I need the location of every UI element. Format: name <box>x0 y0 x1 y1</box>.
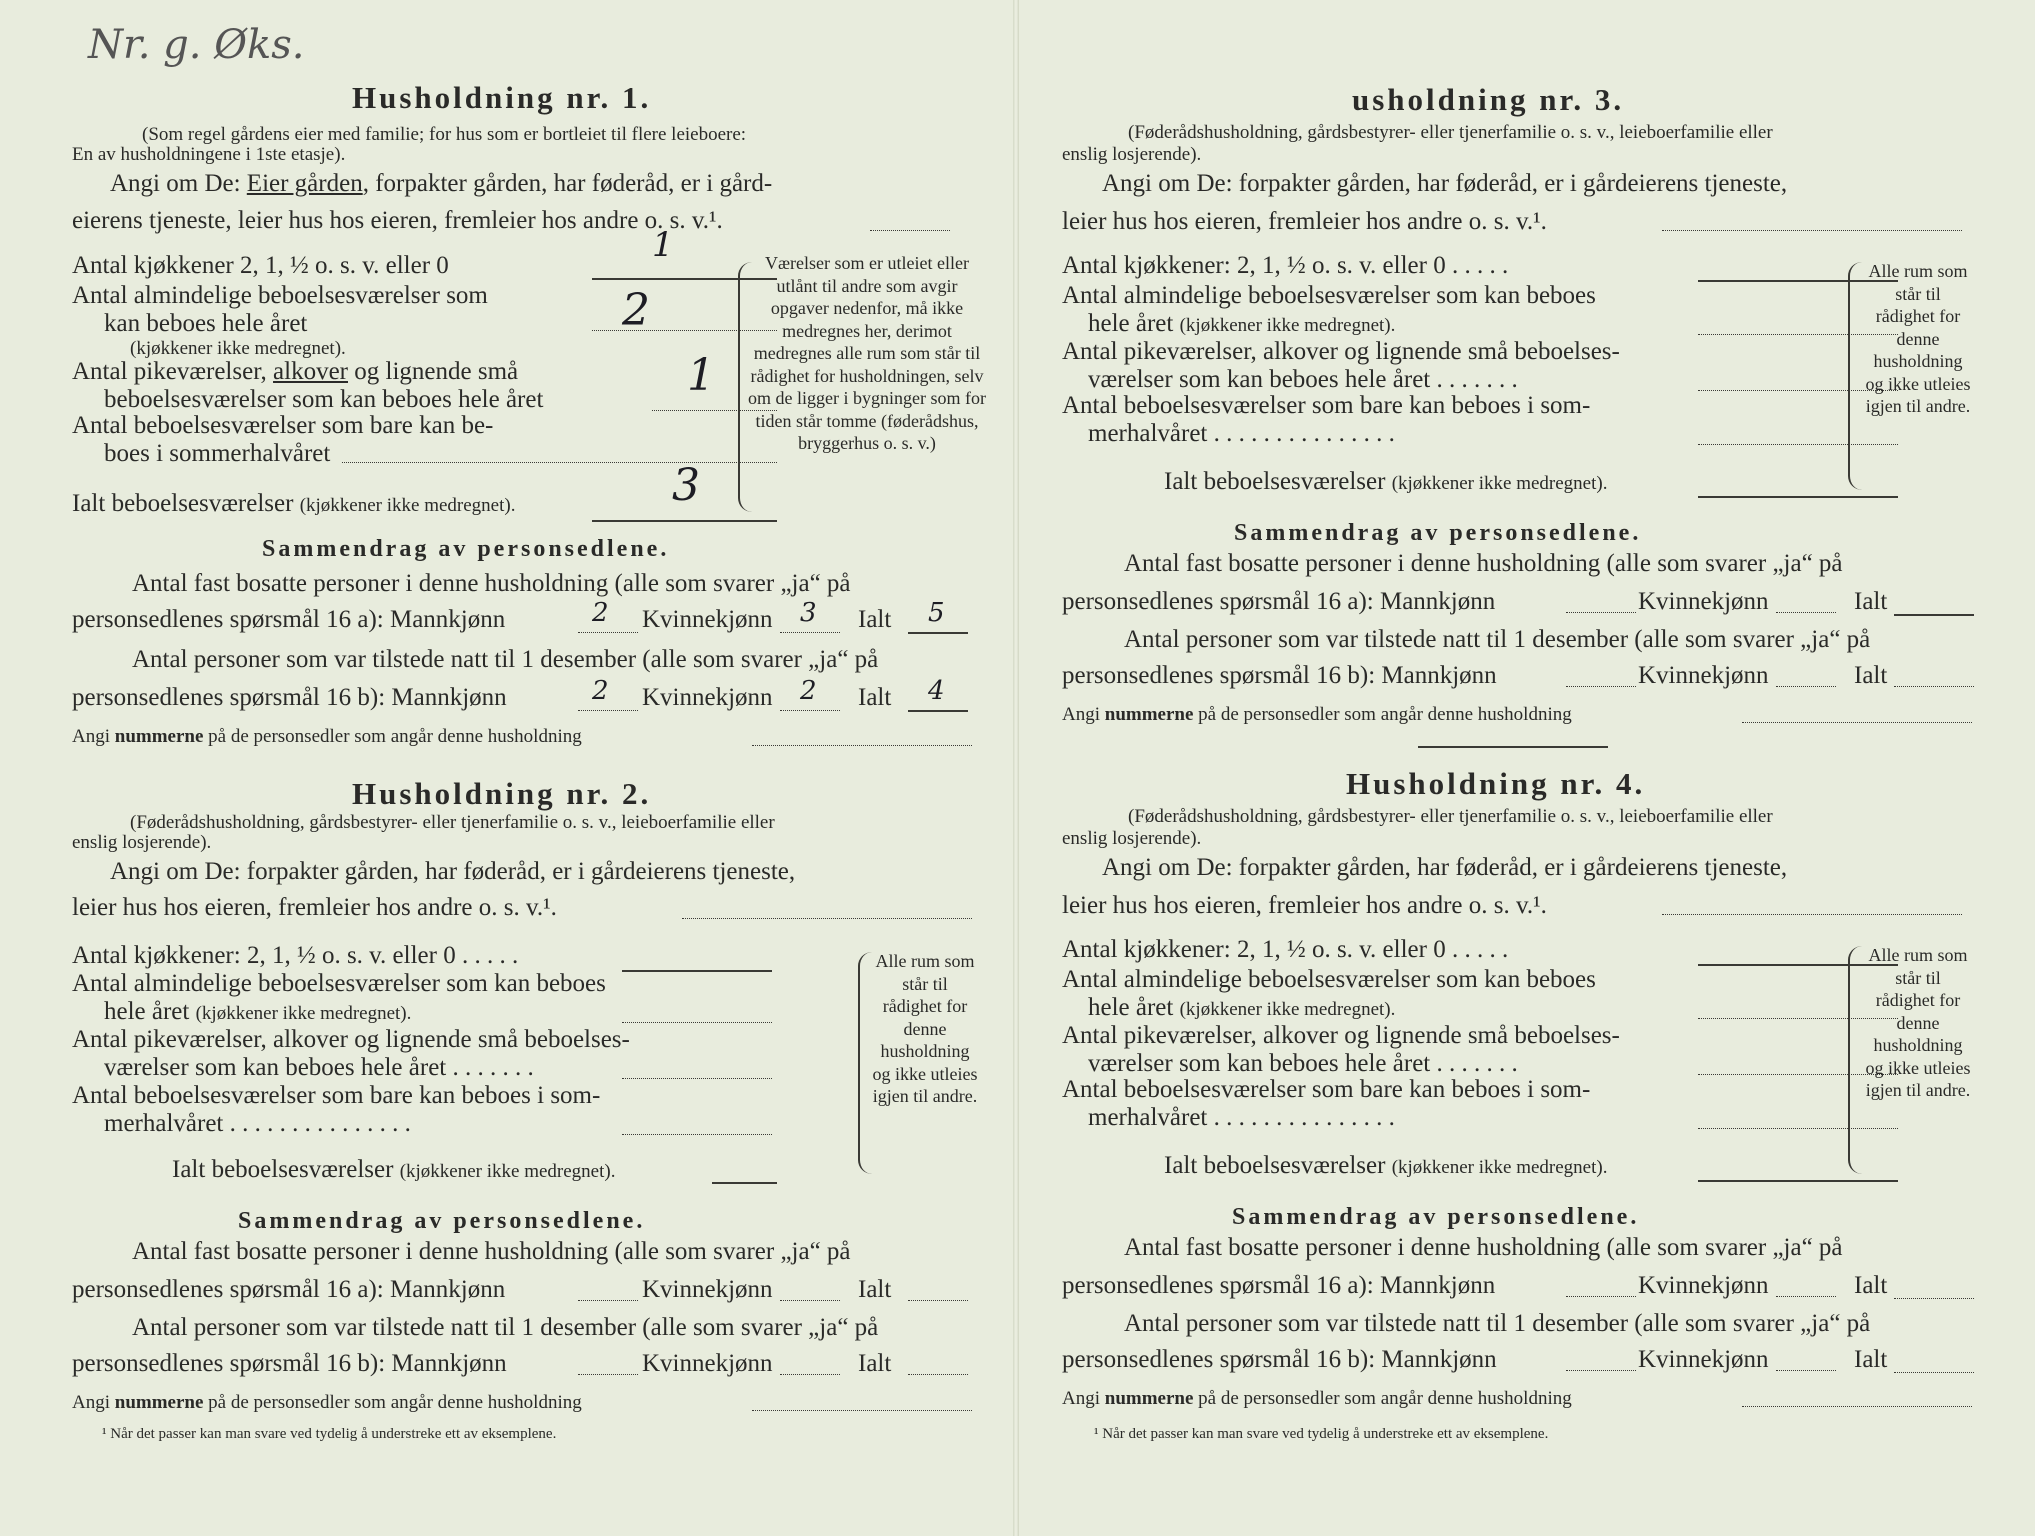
household1-numbers-c: på de personsedler som angår denne husholdning <box>208 726 582 747</box>
household2-maid-answer-line <box>622 1078 772 1079</box>
household3-q-maid-2: værelser som kan beboes hele året . . . . . . . <box>1088 366 1518 393</box>
household3-note-line1: (Føderådshusholdning, gårdsbestyrer- eller tjenerfamilie o. s. v., leieboerfamilie eller <box>1128 122 1773 143</box>
household4-numbers-line <box>1062 1388 1572 1410</box>
household4-q-rooms-2a: hele året <box>1088 994 1174 1021</box>
household4-q-summer-1: Antal beboelsesværelser som bare kan beboes i som- <box>1062 1076 1591 1103</box>
household1-a-mann-line <box>578 632 638 633</box>
household1-a-ialt-line <box>908 632 968 634</box>
household1-numbers-b: nummerne <box>114 726 204 747</box>
household4-q-total-label: Ialt beboelsesværelser <box>1164 1152 1386 1179</box>
household1-summary-b-line2 <box>72 684 507 712</box>
household2-a-mann-line <box>578 1300 638 1301</box>
household1-q-maid-1b: alkover <box>273 358 348 385</box>
household4-numbers-c: på de personsedler som angår denne husholdning <box>1198 1388 1572 1409</box>
household3-note-line2: enslig losjerende). <box>1062 144 1202 165</box>
household1-numbers-line <box>72 726 582 748</box>
household3-summary-title: Sammendrag av personsedlene. <box>1234 520 1642 546</box>
household4-b-kvinne-label: Kvinnekjønn <box>1638 1346 1769 1373</box>
household2-q-total-label: Ialt beboelsesværelser <box>172 1156 394 1183</box>
household3-q-total <box>1164 468 1607 496</box>
household2-q-rooms-2b: (kjøkkener ikke medregnet). <box>195 1003 412 1024</box>
household2-note-line2: enslig losjerende). <box>72 832 212 853</box>
household4-summary-a-line1: Antal fast bosatte personer i denne husholdning (alle som svarer „ja“ på <box>1124 1234 1843 1261</box>
household3-numbers-c: på de personsedler som angår denne husholdning <box>1198 704 1572 725</box>
household1-b-kvinne-answer[interactable]: 2 <box>800 676 817 706</box>
household4-numbers-answer-line <box>1742 1406 1972 1407</box>
household4-angi-line2: leier hus hos eieren, fremleier hos andre o. s. v.¹. <box>1062 892 1547 919</box>
household4-q-total <box>1164 1152 1607 1180</box>
household3-summary-b-line2: personsedlenes spørsmål 16 b): Mannkjønn <box>1062 662 1497 689</box>
household4-q-summer-2: merhalvåret . . . . . . . . . . . . . . . <box>1088 1104 1395 1131</box>
household4-summary-b-line1: Antal personer som var tilstede natt til 1 desember (alle som svarer „ja“ på <box>1124 1310 1871 1337</box>
household3-angi-answer-line <box>1662 230 1962 231</box>
household2-b-ialt-line <box>908 1374 968 1375</box>
household1-note-line1: (Som regel gårdens eier med familie; for hus som er bortleiet til flere leieboere: <box>142 124 747 145</box>
household3-summary-a-line1: Antal fast bosatte personer i denne husholdning (alle som svarer „ja“ på <box>1124 550 1843 577</box>
household1-q-summer-1: Antal beboelsesværelser som bare kan be- <box>72 412 494 439</box>
household2-b-mann-line <box>578 1374 638 1375</box>
household3-summary-b-line1: Antal personer som var tilstede natt til 1 desember (alle som svarer „ja“ på <box>1124 626 1871 653</box>
household3-numbers-b: nummerne <box>1104 704 1194 725</box>
household3-b-ialt-label: Ialt <box>1854 662 1888 689</box>
household1-a-ialt-label: Ialt <box>858 606 892 633</box>
household2-numbers-a: Angi <box>72 1392 110 1413</box>
household4-title: Husholdning nr. 4. <box>1346 766 1646 801</box>
household3-q-rooms-1: Antal almindelige beboelsesværelser som kan beboes <box>1062 282 1596 309</box>
household4-b-ialt-label: Ialt <box>1854 1346 1888 1373</box>
household3-angi-line2: leier hus hos eieren, fremleier hos andre o. s. v.¹. <box>1062 208 1547 235</box>
household2-summary-title: Sammendrag av personsedlene. <box>238 1208 646 1234</box>
household1-angi-part2: , forpakter gården, har føderåd, er i gård- <box>362 170 773 197</box>
household1-q-kitchens: Antal kjøkkener 2, 1, ½ o. s. v. eller 0 <box>72 252 449 279</box>
household1-angi-line2: eierens tjeneste, leier hus hos eieren, fremleier hos andre o. s. v.¹. <box>72 207 723 234</box>
household1-q-maid-1c: og lignende små <box>354 358 519 385</box>
household1-q-rooms-1: Antal almindelige beboelsesværelser som <box>72 282 488 309</box>
household2-q-summer-1: Antal beboelsesværelser som bare kan beboes i som- <box>72 1082 601 1109</box>
household3-a-kvinne-label: Kvinnekjønn <box>1638 588 1769 615</box>
household3-q-rooms-2b: (kjøkkener ikke medregnet). <box>1179 315 1396 336</box>
household2-numbers-answer-line <box>752 1410 972 1411</box>
household4-summer-answer-line <box>1698 1128 1898 1129</box>
household1-q-total <box>72 490 515 518</box>
household2-side-note: Alle rum som står til rådighet for denne husholdning og ikke utleies igjen til andre. <box>872 951 978 1106</box>
household1-q-total-note: (kjøkkener ikke medregnet). <box>299 495 516 516</box>
household3-numbers-answer-line <box>1742 722 1972 723</box>
household3-side-note: Alle rum som står til rådighet for denne husholdning og ikke utleies igjen til andre. <box>1865 261 1971 416</box>
household3-b-mann-line <box>1566 686 1636 687</box>
household3-a-ialt-line <box>1894 614 1974 616</box>
household1-q-maid-1 <box>72 358 518 386</box>
household3-q-kitchens: Antal kjøkkener: 2, 1, ½ o. s. v. eller 0 . . . . . <box>1062 252 1509 279</box>
household2-q-maid-1: Antal pikeværelser, alkover og lignende små beboelses- <box>72 1026 630 1053</box>
household1-summary-a-label: personsedlenes spørsmål 16 a): Mannkjønn <box>72 606 506 633</box>
household1-side-note: Værelser som er utleiet eller utlånt til andre som avgir opgaver nedenfor, må ikke medregnes her, derimot medregnes alle rum som står til rådighet for husholdningen, selv om de ligger i bygninger som for tiden står tomme (føderådshus, bryggerhus o. s. v.) <box>748 253 986 453</box>
household2-q-rooms-2 <box>104 998 411 1026</box>
household1-q-total-label: Ialt beboelsesværelser <box>72 490 294 517</box>
household1-a-ialt-answer[interactable]: 5 <box>928 598 945 628</box>
household3-q-rooms-2 <box>1088 310 1395 338</box>
household2-q-kitchens: Antal kjøkkener: 2, 1, ½ o. s. v. eller 0 . . . . . <box>72 942 519 969</box>
household3-q-maid-1: Antal pikeværelser, alkover og lignende små beboelses- <box>1062 338 1620 365</box>
household2-summary-a-line2: personsedlenes spørsmål 16 a): Mannkjønn <box>72 1276 506 1303</box>
household1-angi-line1 <box>110 170 772 198</box>
household1-summary-b-line1: Antal personer som var tilstede natt til 1 desember (alle som svarer „ja“ på <box>132 646 879 673</box>
household4-numbers-b: nummerne <box>1104 1388 1194 1409</box>
household1-summary-title: Sammendrag av personsedlene. <box>262 536 670 562</box>
household3-title: usholdning nr. 3. <box>1352 82 1625 117</box>
household2-q-maid-2: værelser som kan beboes hele året . . . . . . . <box>104 1054 534 1081</box>
household3-b-ialt-line <box>1894 686 1974 687</box>
household2-rooms-answer-line <box>622 1022 772 1023</box>
household2-a-kvinne-line <box>780 1300 840 1301</box>
household2-total-answer-line <box>712 1182 777 1184</box>
household1-b-ialt-label: Ialt <box>858 684 892 711</box>
household1-q-summer-2: boes i sommerhalvåret <box>104 440 331 467</box>
household2-q-total-note: (kjøkkener ikke medregnet). <box>399 1161 616 1182</box>
household2-numbers-b: nummerne <box>114 1392 204 1413</box>
household1-q-rooms-3: (kjøkkener ikke medregnet). <box>130 338 346 359</box>
household3-q-rooms-2a: hele året <box>1088 310 1174 337</box>
corner-handwritten-note: Nr. g. Øks. <box>88 22 305 68</box>
household4-a-mann-line <box>1566 1296 1636 1297</box>
left-footnote: ¹ Når det passer kan man svare ved tydelig å understreke ett av eksemplene. <box>102 1426 557 1442</box>
household4-summary-a-line2: personsedlenes spørsmål 16 a): Mannkjønn <box>1062 1272 1496 1299</box>
household2-b-ialt-label: Ialt <box>858 1350 892 1377</box>
household4-q-rooms-2b: (kjøkkener ikke medregnet). <box>1179 999 1396 1020</box>
household3-b-kvinne-label: Kvinnekjønn <box>1638 662 1769 689</box>
household1-answer-total[interactable]: 3 <box>672 460 700 511</box>
household3-q-summer-2: merhalvåret . . . . . . . . . . . . . . . <box>1088 420 1395 447</box>
household2-summary-b-line2: personsedlenes spørsmål 16 b): Mannkjønn <box>72 1350 507 1377</box>
household1-b-kvinne-label: Kvinnekjønn <box>642 684 773 711</box>
household1-angi-underlined: Eier gården <box>246 170 363 197</box>
household2-angi-answer-line <box>682 918 972 919</box>
household3-side-brace <box>1848 262 1864 490</box>
household4-total-answer-line <box>1698 1180 1898 1182</box>
household3-q-total-label: Ialt beboelsesværelser <box>1164 468 1386 495</box>
household2-b-kvinne-line <box>780 1374 840 1375</box>
household4-b-kvinne-line <box>1776 1370 1836 1371</box>
household4-q-rooms-2 <box>1088 994 1395 1022</box>
household2-angi-line2: leier hus hos eieren, fremleier hos andre o. s. v.¹. <box>72 894 557 921</box>
household1-q-maid-2: beboelsesværelser som kan beboes hele året <box>104 386 544 413</box>
household4-summary-title: Sammendrag av personsedlene. <box>1232 1204 1640 1230</box>
household1-note-line2: En av husholdningene i 1ste etasje). <box>72 144 346 165</box>
page-fold <box>1013 0 1019 1536</box>
household4-angi-line1: Angi om De: forpakter gården, har føderåd, er i gårdeierens tjeneste, <box>1102 854 1788 881</box>
household4-note-line1: (Føderådshusholdning, gårdsbestyrer- eller tjenerfamilie o. s. v., leieboerfamilie eller <box>1128 806 1773 827</box>
household3-a-ialt-label: Ialt <box>1854 588 1888 615</box>
household2-numbers-line <box>72 1392 582 1414</box>
household1-summary-a-line2 <box>72 606 505 634</box>
household2-b-kvinne-label: Kvinnekjønn <box>642 1350 773 1377</box>
left-column <box>62 0 986 1536</box>
household1-a-kvinne-answer[interactable]: 3 <box>800 598 817 628</box>
household3-summary-a-line2: personsedlenes spørsmål 16 a): Mannkjønn <box>1062 588 1496 615</box>
household4-a-kvinne-line <box>1776 1296 1836 1297</box>
household1-q-rooms-2: kan beboes hele året <box>104 310 308 337</box>
household4-b-ialt-line <box>1894 1372 1974 1373</box>
household4-q-total-note: (kjøkkener ikke medregnet). <box>1391 1157 1608 1178</box>
household4-side-brace <box>1848 946 1864 1174</box>
household2-title: Husholdning nr. 2. <box>352 776 652 811</box>
household4-q-rooms-1: Antal almindelige beboelsesværelser som kan beboes <box>1062 966 1596 993</box>
household2-q-total <box>172 1156 615 1184</box>
household1-b-ialt-answer[interactable]: 4 <box>928 676 945 706</box>
household4-side-note: Alle rum som står til rådighet for denne husholdning og ikke utleies igjen til andre. <box>1865 945 1971 1100</box>
household2-q-rooms-2a: hele året <box>104 998 190 1025</box>
household2-kitchens-answer-line <box>622 970 772 972</box>
household1-a-kvinne-label: Kvinnekjønn <box>642 606 773 633</box>
household2-a-kvinne-label: Kvinnekjønn <box>642 1276 773 1303</box>
household1-numbers-a: Angi <box>72 726 110 747</box>
household1-angi-line <box>870 230 950 231</box>
household3-angi-line1: Angi om De: forpakter gården, har føderåd, er i gårdeierens tjeneste, <box>1102 170 1788 197</box>
household1-summary-b-label: personsedlenes spørsmål 16 b): Mannkjønn <box>72 684 507 711</box>
household1-q-maid-1a: Antal pikeværelser, <box>72 358 267 385</box>
section-divider <box>1418 746 1608 748</box>
household4-summary-b-line2: personsedlenes spørsmål 16 b): Mannkjønn <box>1062 1346 1497 1373</box>
household4-q-maid-2: værelser som kan beboes hele året . . . . . . . <box>1088 1050 1518 1077</box>
household1-b-mann-line <box>578 710 638 711</box>
household4-a-ialt-label: Ialt <box>1854 1272 1888 1299</box>
household1-title: Husholdning nr. 1. <box>352 80 652 115</box>
household1-summary-a-line1: Antal fast bosatte personer i denne husholdning (alle som svarer „ja“ på <box>132 570 851 597</box>
household2-q-summer-2: merhalvåret . . . . . . . . . . . . . . . <box>104 1110 411 1137</box>
household3-q-total-note: (kjøkkener ikke medregnet). <box>1391 473 1608 494</box>
household1-b-kvinne-line <box>780 710 840 711</box>
household4-numbers-a: Angi <box>1062 1388 1100 1409</box>
household1-summer-answer-line <box>342 462 777 463</box>
household3-summer-answer-line <box>1698 444 1898 445</box>
household1-a-mann-answer[interactable]: 2 <box>592 598 609 628</box>
household1-numbers-answer-line <box>752 745 972 746</box>
household3-q-summer-1: Antal beboelsesværelser som bare kan beboes i som- <box>1062 392 1591 419</box>
household3-numbers-line <box>1062 704 1572 726</box>
household3-b-kvinne-line <box>1776 686 1836 687</box>
household4-note-line2: enslig losjerende). <box>1062 828 1202 849</box>
household2-summary-b-line1: Antal personer som var tilstede natt til 1 desember (alle som svarer „ja“ på <box>132 1314 879 1341</box>
household1-angi-part1: Angi om De: <box>110 170 241 197</box>
household4-b-mann-line <box>1566 1370 1636 1371</box>
right-column <box>1058 0 1978 1536</box>
household1-a-kvinne-line <box>780 632 840 633</box>
household4-q-kitchens: Antal kjøkkener: 2, 1, ½ o. s. v. eller 0 . . . . . <box>1062 936 1509 963</box>
household1-answer-rooms[interactable]: 2 <box>622 285 650 336</box>
household2-summary-a-line1: Antal fast bosatte personer i denne husholdning (alle som svarer „ja“ på <box>132 1238 851 1265</box>
household3-numbers-a: Angi <box>1062 704 1100 725</box>
household3-a-kvinne-line <box>1776 612 1836 613</box>
household1-total-answer-line <box>592 520 777 522</box>
household1-answer-maid[interactable]: 1 <box>687 350 715 401</box>
household1-b-mann-answer[interactable]: 2 <box>592 676 609 706</box>
household3-a-mann-line <box>1566 612 1636 613</box>
household2-a-ialt-label: Ialt <box>858 1276 892 1303</box>
household4-q-maid-1: Antal pikeværelser, alkover og lignende små beboelses- <box>1062 1022 1620 1049</box>
household3-total-answer-line <box>1698 496 1898 498</box>
household2-note-line1: (Føderådshusholdning, gårdsbestyrer- eller tjenerfamilie o. s. v., leieboerfamilie eller <box>130 812 775 833</box>
household2-angi-line1: Angi om De: forpakter gården, har føderåd, er i gårdeierens tjeneste, <box>110 858 796 885</box>
household1-b-ialt-line <box>908 710 968 712</box>
household2-q-rooms-1: Antal almindelige beboelsesværelser som kan beboes <box>72 970 606 997</box>
household2-a-ialt-line <box>908 1300 968 1301</box>
household1-answer-kitchens[interactable]: 1 <box>652 225 674 265</box>
household4-a-ialt-line <box>1894 1298 1974 1299</box>
household4-angi-answer-line <box>1662 914 1962 915</box>
household4-a-kvinne-label: Kvinnekjønn <box>1638 1272 1769 1299</box>
right-footnote: ¹ Når det passer kan man svare ved tydelig å understreke ett av eksemplene. <box>1094 1426 1549 1442</box>
household2-summer-answer-line <box>622 1134 772 1135</box>
household2-numbers-c: på de personsedler som angår denne husholdning <box>208 1392 582 1413</box>
